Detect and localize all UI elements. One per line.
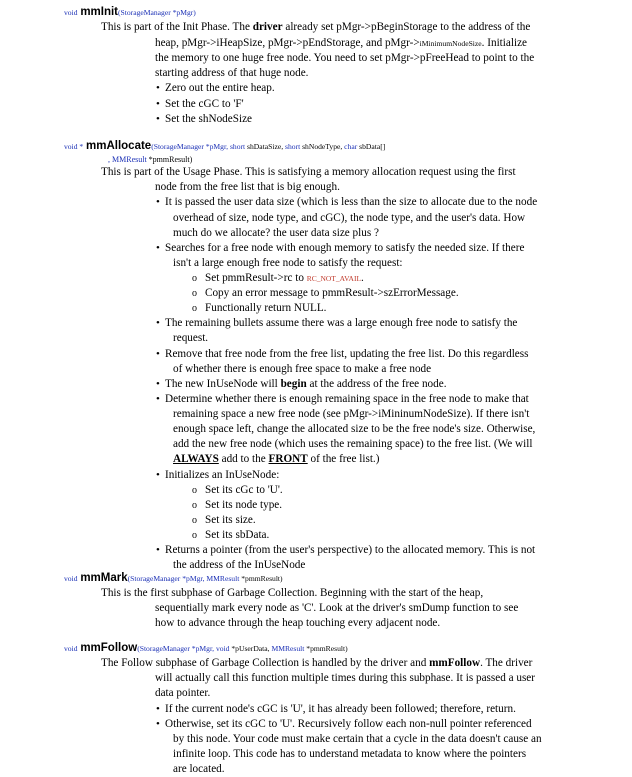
mmallocate-b1-line-2: overhead of size, node type, and cGC), the node type, and the user's data. How [173, 212, 526, 224]
mmallocate-b3-line-1: The remaining bullets assume there was a large enough free node to satisfy the [165, 317, 518, 329]
mminit-bullet-3: Set the shNodeSize [165, 113, 252, 125]
mmfollow-b2-line-4: are located. [173, 763, 225, 775]
mminit-signature [64, 5, 196, 20]
mmmark-function-name: mmMark [80, 572, 128, 584]
mmallocate-b7-sub-3: Set its size. [205, 514, 256, 526]
mmallocate-intro-2: node from the free list that is big enough. [155, 181, 340, 193]
circle-bullet-icon: o [192, 273, 197, 284]
bullet-icon: • [156, 544, 160, 556]
mminit-bullet-2: Set the cGC to 'F' [165, 98, 244, 110]
bullet-icon: • [156, 82, 160, 94]
mmallocate-b8-line-1: Returns a pointer (from the user's perspective) to the allocated memory. This is not [165, 544, 536, 556]
mmmark-line-1: This is the first subphase of Garbage Collection. Beginning with the start of the heap, [101, 587, 484, 599]
mmallocate-b6-line-1: Determine whether there is enough remaining space in the free node to make that [165, 393, 529, 405]
mmallocate-b6-line-2: remaining space a new free node (see pMgr->iMininumNodeSize). If there isn't [173, 408, 530, 420]
mmallocate-b7-sub-2: Set its node type. [205, 499, 283, 511]
mmfollow-b2-line-2: by this node. Your code must make certain that a cycle in the data doesn't cause an [173, 733, 542, 745]
mmfollow-line-1: The Follow subphase of Garbage Collection is handled by the driver and mmFollow. The driver [101, 657, 533, 669]
mminit-function-name: mmInit [80, 6, 119, 18]
bullet-icon: • [156, 703, 160, 715]
circle-bullet-icon: o [192, 303, 197, 314]
mmallocate-signature: void * mmAllocate(StorageManager *pMgr, short shDataSize, short shNodeType, char sbData[] [64, 140, 386, 152]
mmallocate-b4-line-1: Remove that free node from the free list, updating the free list. Do this regardless [165, 348, 529, 360]
mmallocate-b7: Initializes an InUseNode: [165, 469, 280, 481]
bullet-icon: • [156, 348, 160, 360]
mmallocate-b6-line-5: ALWAYS add to the FRONT of the free list.) [173, 453, 380, 465]
bullet-icon: • [156, 196, 160, 208]
mminit-desc-line-2: heap, pMgr->iHeapSize, pMgr->pEndStorage, and pMgr->iMinimumNodeSize. Initialize [155, 37, 528, 49]
mmfollow-return-type: void [64, 644, 78, 653]
bullet-icon: • [156, 113, 160, 125]
mmallocate-return-type: void * [64, 142, 84, 151]
mmallocate-b8-line-2: the address of the InUseNode [173, 559, 306, 571]
mminit-desc-line-1: This is part of the Init Phase. The driver already set pMgr->pBeginStorage to the address of the [101, 21, 531, 33]
mminit-desc-line-4: starting address of that huge node. [155, 67, 309, 79]
mmfollow-b1: If the current node's cGC is 'U', it has already been followed; therefore, return. [165, 703, 516, 715]
mmfollow-b2-line-3: infinite loop. This code has to understand metadata to know where the pointers [173, 748, 527, 760]
circle-bullet-icon: o [192, 530, 197, 541]
mmfollow-line-3: data pointer. [155, 687, 211, 699]
mmmark-line-3: how to advance through the heap touching every adjacent node. [155, 617, 441, 629]
mmallocate-b6-line-3: enough space left, change the allocated size to be the free node's size. Otherwise, [173, 423, 536, 435]
mmallocate-b1-line-1: It is passed the user data size (which is less than the size to allocate due to the node [165, 196, 538, 208]
mmfollow-b2-line-1: Otherwise, set its cGC to 'U'. Recursively follow each non-null pointer referenced [165, 718, 532, 730]
bullet-icon: • [156, 317, 160, 329]
bullet-icon: • [156, 718, 160, 730]
mminit-desc-line-3: the memory to one huge free node. You need to set pMgr->pFreeHead to point to the [155, 52, 535, 64]
circle-bullet-icon: o [192, 288, 197, 299]
bullet-icon: • [156, 98, 160, 110]
mmallocate-intro-1: This is part of the Usage Phase. This is satisfying a memory allocation request using the first [101, 166, 516, 178]
mmallocate-b7-sub-1: Set its cGc to 'U'. [205, 484, 283, 496]
mmallocate-b4-line-2: of whether there is enough free space to make a free node [173, 363, 432, 375]
mmmark-return-type: void [64, 574, 78, 583]
mminit-return-type: void [64, 8, 78, 17]
rc-not-avail-constant: RC_NOT_AVAIL [306, 274, 362, 283]
mmallocate-b2-line-2: isn't a large enough free node to satisfy the request: [173, 257, 403, 269]
mmfollow-function-name: mmFollow [80, 642, 138, 654]
circle-bullet-icon: o [192, 515, 197, 526]
mmallocate-b1-line-3: much do we allocate? the user data size plus ? [173, 227, 379, 239]
circle-bullet-icon: o [192, 485, 197, 496]
mmmark-line-2: sequentially mark every node as 'C'. Look at the driver's smDump function to see [155, 602, 519, 614]
mmallocate-function-name: mmAllocate [86, 140, 152, 152]
mmmark-signature: void mmMark(StorageManager *pMgr, MMResult *pmmResult) [64, 572, 283, 584]
mmallocate-b2-sub-3: Functionally return NULL. [205, 302, 327, 314]
bullet-icon: • [156, 469, 160, 481]
mmallocate-b7-sub-4: Set its sbData. [205, 529, 270, 541]
mmallocate-b2-line-1: Searches for a free node with enough memory to satisfy the needed size. If there [165, 242, 525, 254]
mmallocate-b3-line-2: request. [173, 332, 209, 344]
mmfollow-signature: void mmFollow(StorageManager *pMgr, void *pUserData, MMResult *pmmResult) [64, 642, 348, 654]
bullet-icon: • [156, 242, 160, 254]
circle-bullet-icon: o [192, 500, 197, 511]
mmallocate-b6-line-4: add the new free node (which uses the remaining space) to the free list. (We will [173, 438, 533, 450]
bullet-icon: • [156, 393, 160, 405]
mmfollow-line-2: will actually call this function multiple times during this subphase. It is passed a user [155, 672, 535, 684]
mminit-params: (StorageManager *pMgr) [118, 8, 196, 17]
mmallocate-b2-sub-1: Set pmmResult->rc to RC_NOT_AVAIL. [205, 272, 364, 284]
bullet-icon: • [156, 378, 160, 390]
mmallocate-signature-cont: , MMResult *pmmResult) [108, 155, 193, 164]
mmallocate-b5: The new InUseNode will begin at the address of the free node. [165, 378, 447, 390]
mmallocate-b2-sub-2: Copy an error message to pmmResult->szErrorMessage. [205, 287, 459, 299]
mminit-bullet-1: Zero out the entire heap. [165, 82, 275, 94]
